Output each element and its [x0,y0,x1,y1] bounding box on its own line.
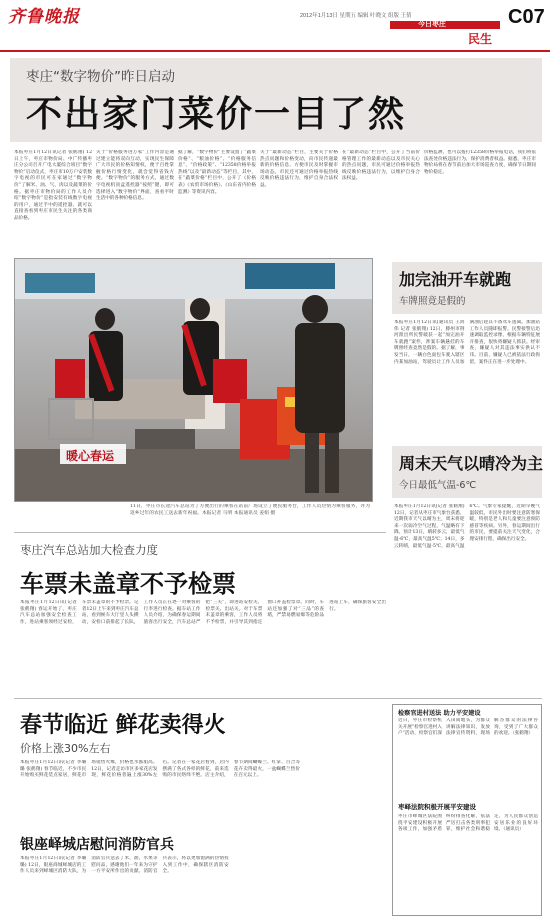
divider [14,698,542,699]
weather-title: 周末天气以晴冷为主 [399,454,544,473]
lead-column-6: 价格监测，也可以拨打12358价格举报电话，我们将依法查处价格违法行为，保护消费者权益。据悉，枣庄市物价局将在春节前后加大市场巡查力度，确保节日期间物价稳定。 [424,150,536,175]
flower-title: 春节临近 鲜花卖得火 [20,713,226,738]
today-label: 今日枣庄 [418,21,446,28]
flower-body: 本报枣庄1月12日讯(记者 李璐璐 张鹤翔) 春节临近，不少市民开始购买鲜花装点家居，鲜花市场销售火爆，价格也水涨船高。12日，记者走访市区多家花店发现，鲜花价格普遍上涨30%左右。记者在一家花店看到，店内摆满了各式各样的鲜花，前来选购的市民络绎不绝。店主介绍，春节期间蝴蝶兰、红掌、百合等花卉卖得最火，一盆蝴蝶兰售价在百元以上。 [20,760,300,779]
lead-column-4: 关于“最新动态”栏目，主要关于价格热点问题和价格变动，向市民传递最新的价格信息，方便市民及时掌握市场动态。市民还可通过价格举报热线反映价格违法行为，维护自身合法权益。 [260,150,338,188]
bus-body: 本报枣庄1月12日讯(记者 张鹤翔) 春运开始了，枣庄汽车总站加强安全检查工作，进站乘客须经过安检，车票未盖章的不予检票。记者12日上午来到枣庄汽车总站，看到候车大厅里人头攒动，安检口前排起了长队，工作人员正在逐一对乘客的行李进行检查。据车站工作人员介绍，为确保春运期间旅客出行安全，汽车总站严把“三关”，即进站安检关、检票关、出站关。对于车票未盖章的乘客，工作人员将不予检票，并引导其到指定窗口补盖检票章。同时，车站还加强了对“三品”的查堵，严禁易燃易爆等危险品进站上车，确保旅客安全出行。 [20,600,386,625]
photo-caption-title: 暖心春运 [66,449,115,463]
notice-title: 检察官进村送法 助力平安建设 [398,710,481,717]
lead-column-5: 在“最新动态”栏目中，公开了当前价格管理工作的最新动态以及市民关心的热点问题，市民可通过价格举报热线反映价格违法行为，以维护自身合法权益。 [342,150,420,182]
masthead-rule [0,50,550,52]
visit-title: 银座峄城店慰问消防官兵 [20,837,174,853]
photo-caption: 11日，枣庄市长途汽车总站为了方便出行的乘客在站前广场设立了便民服务台，工作人员热情为乘客服务，并为返乡过年的农民工送去新年祝福。本报记者 马明 本报通讯员 姜娟 摄 [130,504,370,516]
lead-kicker: 枣庄“数字物价”昨日启动 [26,69,175,85]
divider [14,532,386,533]
fuel-subtitle: 车牌照竟是假的 [399,296,466,307]
notice-body: 近日，枣庄市检察机关开展“检察官进村入户”活动，检察官们深入田间地头，为群众讲解法律知识，发放法律宣传资料，现场解答群众的法律咨询，受到了广大群众的欢迎。（张鹤翔） [398,718,538,737]
page-number: C07 [508,6,545,28]
lead-column-2: 关于“价格服务进万家”工作内容是通过建立能将双向互动，实现民生保障广大市民的价格知情权，便于百姓掌握价格行情变化，就会觉得省钱方便。“数字物价”的服务方式，通过数字电视机顶盒遥控器“按照”键，即可选择进入“数字物价”界面，查看平时生活中的各种价格信息。 [96,150,174,202]
bus-title: 车票未盖章不予检票 [20,570,236,598]
fuel-title: 加完油开车就跑 [399,270,512,289]
newspaper-logo: 齐鲁晚报 [8,7,80,27]
lead-column-3: 据了解，“数字物价”主要设置了“蔬菜价格”、“粮油价格”、“价格服务信息”、“价格政策”、“12358价格举报热线”以及“最新动态”等栏目，其中，在“蔬菜价格”栏目中，公开了《价格表》《农贸市场价格》、《山东省内价格监测》等资讯内容。 [178,150,256,195]
visit-body: 本报枣庄1月12日讯(记者 李璐璐) 12日，银座商城峄城店的工作人员来到峄城区消防大队，为消防官兵送去了米、油、水果等慰问品，感谢他们一年来为守护一方平安所作出的贡献。消防官兵表示，将以更加饱满的热情投入到工作中，确保辖区消防安全。 [20,856,229,875]
lead-title: 不出家门菜价一目了然 [26,94,407,135]
bus-kicker: 枣庄汽车总站加大检查力度 [20,543,158,557]
weather-body: 本报枣庄1月12日讯(记者 张鹤翔) 12日，记者从枣庄市气象台获悉，近期我市天气以晴为主，周末将迎来一次弱冷空气过程，气温略有下降。预计13日，晴转多云，最低气温-6℃，最高气温5℃；14日，多云转晴，最低气温-5℃，最高气温6℃。气象专家提醒，近期早晚气温较低，市民外出时要注意防寒保暖，特别是老人和儿童要注意预防感冒等疾病。另外，春运期间出行的市民，要提前关注天气变化，合理安排行程，确保出行安全。 [394,504,540,549]
notice2-title: 枣峄法院积极开展平安建设 [398,803,476,811]
photo-illustration [15,259,373,502]
issue-info: 2012年1月13日 星期五 编辑 叶晓文 组版 王倩 [300,13,412,19]
lead-column-1: 本报枣庄1月12日讯记者 张鹤翔) 12日上午，枣庄市物价局、中广传播枣庄分公司召开广电大厦综合项目“数字物价”启动仪式，枣庄市10万户安装数字电视的市民可在家通过“数字物价”了解米、油、气、肉以及蔬菜的价格。据枣庄市物价局的工作人员介绍“数字物价”是指安装有线数字电视的用户，通过手中的遥控器，就可以直接查看到枣庄市民生关注的各类商品价格。 [14,150,92,221]
fuel-body: 本报枣庄1月12日讯(通讯员 王鸿伟 记者 张鹤翔) 12日，滕州市荆河派出所民警破获一起“加完油开车就跑”案件，涉案车辆悬挂的车牌照经查竟然是假的。据了解，事发当日，一辆白色面包车驶入辖区内某加油站，驾驶员让工作人员加满油后趁其不备驾车逃离。加油站工作人员随即报警。民警接警后迅速调取监控录像，根据车辆特征展开排查，很快将嫌疑人抓获。经审查，嫌疑人对其违法事实供认不讳。目前，嫌疑人已被依法行政拘留，案件正在进一步处理中。 [394,320,540,365]
weather-subtitle: 今日最低气温-6℃ [399,480,477,491]
section-name: 民生 [468,32,493,46]
news-photo [14,258,373,502]
notice2-body: 枣庄市峄城区法院围绕平安建设积极开展各项工作，加强矛盾纠纷排查化解，依法严厉打击各类刑事犯罪，维护社会和谐稳定，为人民群众创造安居乐业的良好环境。（通讯员） [398,814,538,833]
flower-subtitle: 价格上涨30%左右 [20,742,111,755]
